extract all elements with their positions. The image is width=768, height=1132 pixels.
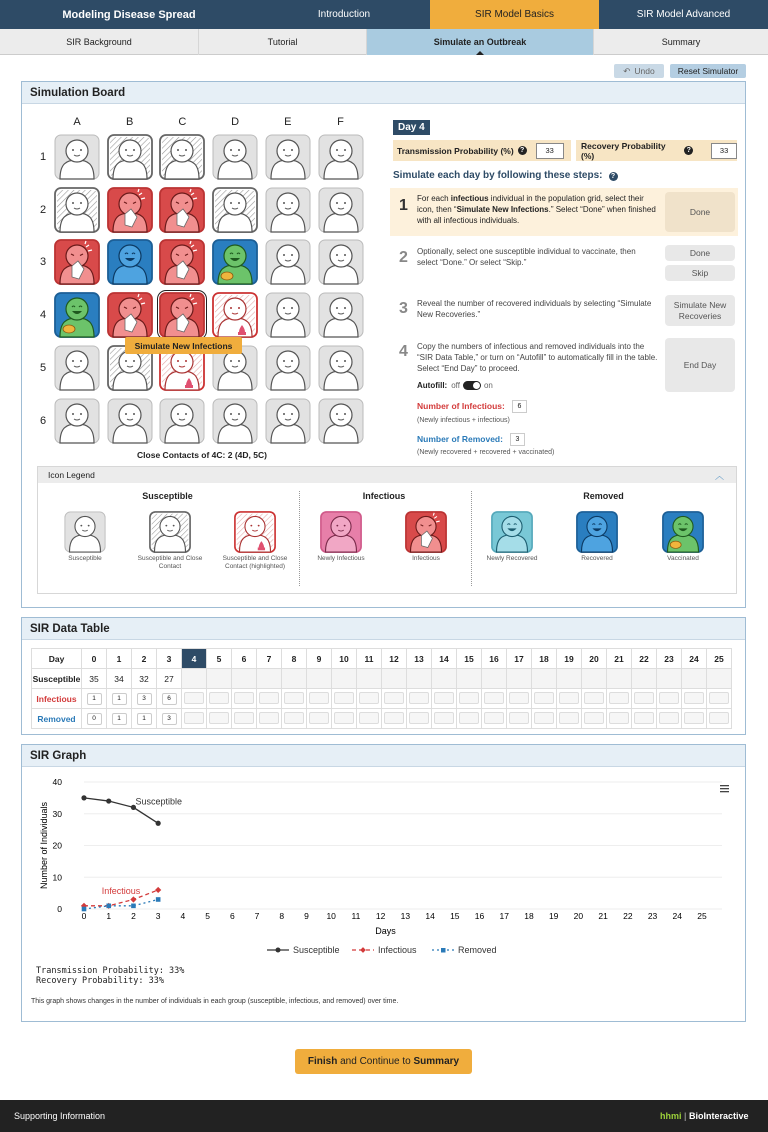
x-tick-label: 6 [229,911,235,921]
table-cell[interactable] [257,709,282,729]
newly-recovered-icon [491,511,533,553]
susceptible-icon[interactable] [318,398,364,444]
table-cell[interactable] [332,709,357,729]
row-label: Removed [32,709,82,729]
table-cell[interactable]: 1 [82,689,107,709]
table-cell[interactable] [507,709,532,729]
table-cell[interactable] [557,689,582,709]
susceptible-icon[interactable] [212,398,258,444]
table-cell[interactable] [507,689,532,709]
day-column-header: 6 [232,649,257,669]
table-cell [282,669,307,689]
vaccinated-icon[interactable] [212,239,258,285]
data-point [156,821,161,826]
susceptible-icon [64,511,106,553]
table-cell[interactable] [232,709,257,729]
susceptible-close-contact-icon[interactable] [54,187,100,233]
data-point [82,907,87,912]
day-column-header: 2 [132,649,157,669]
table-cell [207,669,232,689]
table-row [32,689,732,709]
x-tick-label: 7 [254,911,260,921]
table-cell[interactable] [307,689,332,709]
x-tick-label: 21 [598,911,608,921]
nav-introduction[interactable]: Introduction [317,9,371,20]
susceptible-icon[interactable] [318,134,364,180]
removed-count-note: (Newly recovered + recovered + vaccinated) [417,449,555,456]
table-cell[interactable] [232,689,257,709]
sir-line-chart [22,768,744,963]
table-row [32,709,732,729]
series-line [84,899,158,909]
table-cell[interactable] [432,709,457,729]
nav-sir-basics[interactable]: SIR Model Basics [430,0,599,29]
table-cell [332,669,357,689]
reset-simulator-button[interactable]: Reset Simulator [670,64,746,78]
data-point [106,904,111,909]
table-cell[interactable] [382,709,407,729]
table-cell[interactable]: 1 [107,689,132,709]
table-cell[interactable] [407,709,432,729]
table-cell [432,669,457,689]
recovered-icon[interactable] [107,239,153,285]
table-cell[interactable] [607,689,632,709]
susceptible-icon[interactable] [212,134,258,180]
row-label: Susceptible [32,669,82,689]
x-tick-label: 18 [524,911,534,921]
x-tick-label: 4 [180,911,186,921]
day-column-header: 19 [557,649,582,669]
day-column-header: 13 [407,649,432,669]
legend-caption: Newly Infectious [317,555,365,562]
simulate-new-infections-tooltip[interactable]: Simulate New Infections [125,337,242,354]
legend-caption: Susceptible and Close Contact [137,555,203,570]
infectious-icon[interactable] [159,239,205,285]
x-tick-label: 11 [351,911,361,921]
day-column-header: 5 [207,649,232,669]
day-column-header: 9 [307,649,332,669]
day-column-header: 25 [707,649,732,669]
day-column-header: 24 [682,649,707,669]
chart-menu-icon [720,785,729,792]
table-cell [482,669,507,689]
day-column-header: 22 [632,649,657,669]
step-number: 2 [399,249,408,266]
x-tick-label: 19 [548,911,559,921]
table-cell[interactable] [632,709,657,729]
step-1-done-button[interactable]: Done [665,192,735,232]
row-label: Infectious [32,689,82,709]
susceptible-icon[interactable] [318,292,364,338]
legend-group-title: Susceptible [142,491,193,501]
infectious-icon[interactable] [54,239,100,285]
data-point [81,795,86,800]
vaccinated-icon[interactable] [54,292,100,338]
susceptible-close-contact-icon [149,511,191,553]
infectious-icon[interactable] [107,292,153,338]
legend-caption: Susceptible [68,555,102,562]
table-cell[interactable] [407,689,432,709]
table-cell[interactable] [707,709,732,729]
legend-caption: Newly Recovered [486,555,538,562]
step-3-text: Reveal the number of recovered individuals by selecting “Simulate New Recoveries.” [417,299,652,319]
table-cell[interactable] [682,689,707,709]
susceptible-icon[interactable] [265,292,311,338]
table-cell[interactable] [207,689,232,709]
step-number: 1 [399,197,408,214]
tab-simulate[interactable]: Simulate an Outbreak [367,29,594,55]
table-cell [307,669,332,689]
table-cell[interactable] [482,689,507,709]
close-contacts-text: Close Contacts of 4C: 2 (4D, 5C) [137,450,267,460]
transmission-input[interactable]: 33 [536,143,564,159]
tab-tutorial[interactable]: Tutorial [199,29,367,55]
table-cell[interactable] [707,689,732,709]
susceptible-icon[interactable] [54,134,100,180]
day-column-header: 17 [507,649,532,669]
table-cell [557,669,582,689]
infectious-count-value: 6 [512,400,527,413]
x-tick-label: 15 [450,911,460,921]
susceptible-close-contact-highlighted-icon[interactable] [212,292,258,338]
table-cell[interactable] [582,709,607,729]
table-cell[interactable] [457,689,482,709]
table-cell[interactable] [557,709,582,729]
day-column-header: 14 [432,649,457,669]
susceptible-icon[interactable] [107,398,153,444]
app-title: Modeling Disease Spread [62,8,196,21]
table-cell[interactable]: 1 [132,709,157,729]
table-cell [582,669,607,689]
row-header: 3 [39,256,47,269]
y-tick-label: 40 [52,777,62,787]
table-cell[interactable] [182,689,207,709]
infectious-icon[interactable] [159,292,205,338]
sub-nav [0,29,768,55]
day-column-header: 1 [107,649,132,669]
steps-title: Simulate each day by following these steps: ? [393,170,618,181]
x-tick-label: 5 [205,911,210,921]
y-tick-label: 30 [52,808,62,819]
table-cell [357,669,382,689]
row-header: 4 [39,309,47,322]
infectious-icon [405,511,447,553]
column-header: A [73,116,81,128]
day-badge: Day 4 [393,120,430,135]
row-header: 2 [39,203,47,216]
susceptible-close-contact-icon[interactable] [159,134,205,180]
removed-count-label: Number of Removed: [417,434,503,444]
legend-label: Susceptible [293,945,340,955]
skip-button[interactable]: Skip [665,265,735,281]
table-cell[interactable] [582,689,607,709]
table-cell[interactable] [657,689,682,709]
table-cell[interactable] [432,689,457,709]
table-cell[interactable] [307,709,332,729]
recovery-input[interactable]: 33 [711,143,737,159]
autofill-toggle-row: Autofill: off on [417,381,493,390]
panel-title: SIR Data Table [22,618,745,640]
table-cell[interactable] [682,709,707,729]
y-tick-label: 0 [57,904,62,914]
table-cell[interactable] [457,709,482,729]
vaccinated-icon [662,511,704,553]
legend-caption: Recovered [581,555,613,562]
help-icon[interactable]: ? [518,146,527,155]
y-tick-label: 10 [52,872,62,883]
tab-summary[interactable]: Summary [661,37,701,47]
graph-note: This graph shows changes in the number of individuals in each group (susceptible, infectious, and removed) over time. [31,998,399,1005]
table-cell[interactable]: 3 [157,709,182,729]
susceptible-icon[interactable] [265,239,311,285]
table-cell [182,669,207,689]
table-cell [407,669,432,689]
table-cell [232,669,257,689]
step-number: 4 [399,343,408,360]
susceptible-icon[interactable] [54,398,100,444]
susceptible-icon[interactable] [265,398,311,444]
table-cell[interactable]: 3 [132,689,157,709]
help-icon[interactable]: ? [684,146,693,155]
day-column-header: 15 [457,649,482,669]
infectious-icon[interactable] [107,187,153,233]
newly-infectious-icon [320,511,362,553]
table-cell[interactable] [282,689,307,709]
legend-marker [276,948,281,953]
table-cell[interactable] [657,709,682,729]
table-cell [507,669,532,689]
row-header: 1 [39,151,47,163]
table-cell[interactable] [482,709,507,729]
data-point [156,897,161,902]
susceptible-icon[interactable] [318,187,364,233]
x-tick-label: 22 [623,911,633,921]
table-cell[interactable] [357,689,382,709]
table-cell[interactable] [257,689,282,709]
x-tick-label: 2 [131,911,136,921]
row-header: 6 [39,414,47,427]
column-header: B [126,116,134,128]
data-point [155,887,161,893]
step-2-text: Optionally, select one susceptible individual to vaccinate, then select “Done.” Or select “Skip.” [417,247,636,267]
removed-count-value: 3 [510,433,525,446]
table-cell [632,669,657,689]
nav-sir-advanced[interactable]: SIR Model Advanced [636,9,731,20]
icon-legend [37,466,737,594]
x-tick-label: 9 [304,911,309,921]
day-column-header: 4 [182,649,207,669]
panel-title: Simulation Board [22,82,745,104]
day-column-header: 21 [607,649,632,669]
day-header: Day [32,649,82,669]
data-point [130,896,136,902]
table-cell[interactable]: 6 [157,689,182,709]
susceptible-icon[interactable] [54,345,100,391]
table-cell [682,669,707,689]
susceptible-close-contact-icon[interactable] [212,187,258,233]
day-column-header: 7 [257,649,282,669]
day-column-header: 0 [82,649,107,669]
table-cell[interactable] [207,709,232,729]
day-column-header: 8 [282,649,307,669]
susceptible-close-contact-highlighted-icon [234,511,276,553]
table-cell [382,669,407,689]
step-number: 3 [399,300,408,317]
x-tick-label: 24 [672,911,683,921]
susceptible-icon[interactable] [265,187,311,233]
data-point [131,904,136,909]
table-cell: 35 [82,669,107,689]
y-tick-label: 20 [52,840,62,851]
x-axis-label: Days [375,926,396,936]
top-nav [0,0,768,29]
end-day-button[interactable]: End Day [665,338,735,392]
x-tick-label: 0 [81,911,87,921]
x-tick-label: 20 [573,911,584,921]
x-tick-label: 23 [647,911,658,921]
chevron-up-icon[interactable]: ︿ [714,470,724,481]
sir-data-table [31,648,732,729]
day-column-header: 11 [357,649,382,669]
susceptible-icon[interactable] [159,398,205,444]
undo-button[interactable]: ↶ Undo [614,64,664,78]
day-column-header: 23 [657,649,682,669]
step-4-text: Copy the numbers of infectious and removed individuals into the “SIR Data Table,” or turn on “Autofill” to automatically fill in the table. Select “End Day” to proceed. [417,342,658,373]
legend-group-title: Removed [583,491,624,501]
table-header-row [32,649,732,669]
table-cell[interactable] [332,689,357,709]
legend-caption: Vaccinated [667,555,699,562]
table-cell[interactable] [532,689,557,709]
x-tick-label: 14 [425,911,435,921]
infectious-count-note: (Newly infectious + infectious) [417,417,510,424]
finish-button[interactable]: Finish and Continue to Summary [295,1049,472,1074]
x-tick-label: 13 [400,911,411,921]
row-header: 5 [39,361,47,374]
table-cell [657,669,682,689]
y-axis-label: Number of Individuals [39,801,49,890]
table-cell [607,669,632,689]
table-cell[interactable] [382,689,407,709]
susceptible-icon[interactable] [318,345,364,391]
legend-label: Removed [458,945,497,955]
table-cell[interactable] [632,689,657,709]
column-header: F [337,116,344,128]
x-tick-label: 1 [106,911,112,921]
x-tick-label: 16 [474,911,485,921]
series-label: Susceptible [135,796,182,807]
table-cell[interactable]: 1 [107,709,132,729]
legend-group-title: Infectious [362,491,406,501]
column-header: E [284,116,292,128]
legend-marker [441,948,446,953]
panel-title: SIR Graph [22,745,745,767]
day-column-header: 18 [532,649,557,669]
table-row [32,669,732,689]
supporting-information-link[interactable]: Supporting Information [14,1111,106,1121]
recovered-icon [576,511,618,553]
table-cell[interactable] [357,709,382,729]
x-tick-label: 12 [375,911,386,921]
infectious-icon[interactable] [159,187,205,233]
table-cell[interactable]: 0 [82,709,107,729]
susceptible-close-contact-icon[interactable] [107,134,153,180]
legend-marker [360,947,366,953]
table-cell [257,669,282,689]
susceptible-icon[interactable] [265,345,311,391]
footer [0,1100,768,1132]
help-icon[interactable]: ? [609,172,618,181]
day-column-header: 3 [157,649,182,669]
day-column-header: 16 [482,649,507,669]
x-tick-label: 8 [279,911,285,921]
simulate-new-recoveries-button[interactable]: Simulate New Recoveries [665,295,735,326]
step-2-done-button[interactable]: Done [665,245,735,261]
table-cell: 27 [157,669,182,689]
table-cell [532,669,557,689]
table-cell[interactable] [282,709,307,729]
undo-icon: ↶ [623,65,631,76]
infectious-count-label: Number of Infectious: [417,401,505,411]
transmission-probability: Transmission Probability (%) ? 33 [393,140,571,161]
icon-legend-header[interactable]: Icon Legend ︿ [38,467,736,483]
x-tick-label: 17 [499,911,509,921]
series-label: Infectious [101,885,141,896]
column-header: C [178,116,187,128]
hhmi-logo: hhmi | BioInteractive [660,1111,749,1121]
susceptible-icon[interactable] [318,239,364,285]
table-cell: 32 [132,669,157,689]
x-tick-label: 10 [326,911,336,921]
legend-caption: Susceptible and Close Contact (highlighted) [222,555,288,570]
x-tick-label: 25 [697,911,707,921]
legend-label: Infectious [378,945,417,955]
step-1-text: For each infectious individual in the population grid, select their icon, then “Simulate New Infections.” Select “Done” when finished with all infectious individuals. [417,194,656,225]
x-tick-label: 3 [155,911,161,921]
table-cell[interactable] [532,709,557,729]
day-column-header: 10 [332,649,357,669]
table-cell[interactable] [182,709,207,729]
table-cell [707,669,732,689]
table-cell[interactable] [607,709,632,729]
data-point [106,798,111,803]
table-cell [457,669,482,689]
autofill-toggle[interactable] [463,381,481,390]
table-cell: 34 [107,669,132,689]
column-header: D [231,116,240,128]
recovery-probability: Recovery Probability (%) ? 33 [576,140,737,161]
tab-sir-background[interactable]: SIR Background [0,29,199,55]
day-column-header: 20 [582,649,607,669]
graph-params: Transmission Probability: 33% Recovery Probability: 33% [36,966,185,986]
day-column-header: 12 [382,649,407,669]
susceptible-icon[interactable] [265,134,311,180]
legend-caption: Infectious [412,555,440,562]
